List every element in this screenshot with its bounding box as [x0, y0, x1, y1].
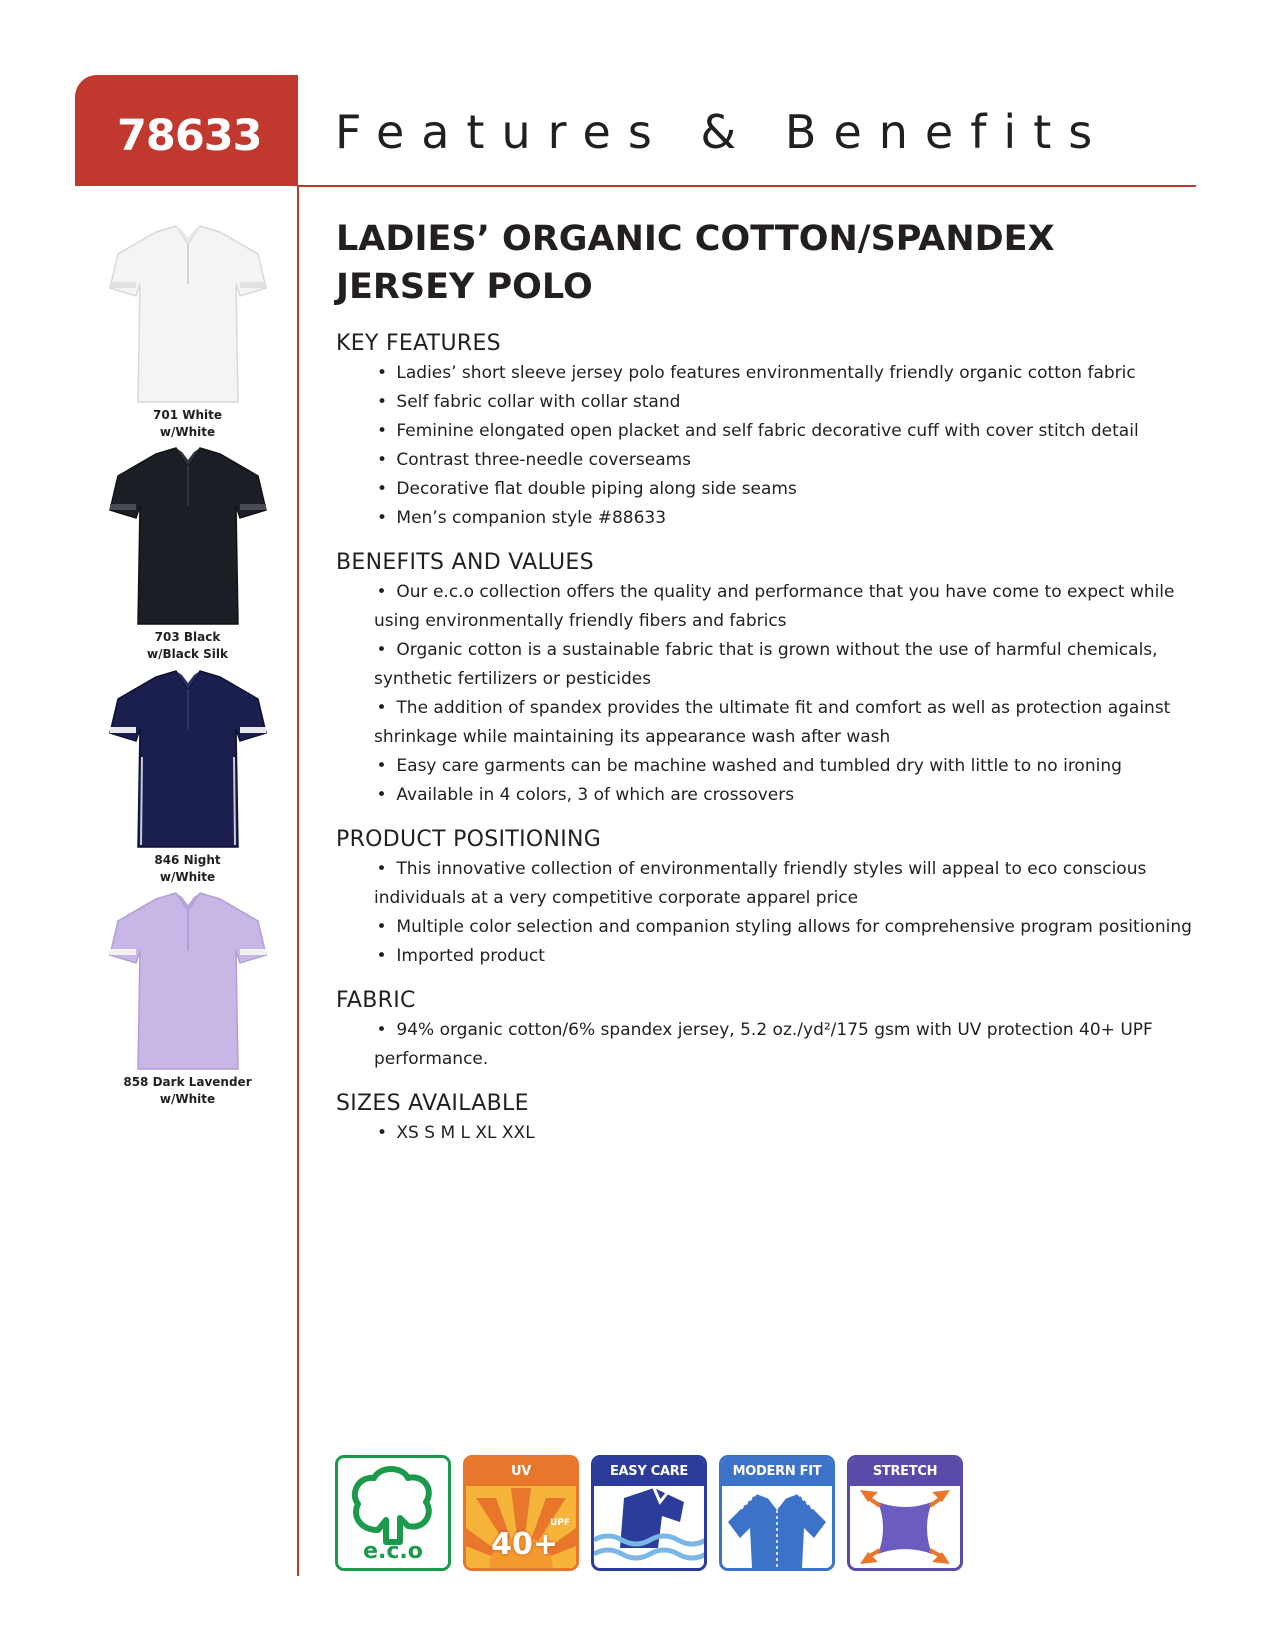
key-features-section [336, 329, 1196, 533]
list-item: • Feminine elongated open placket and self fabric decorative cuff with cover stitch detail [376, 421, 1139, 441]
sizes-section [336, 1089, 1196, 1148]
swatch-caption-line1: 701 White [153, 408, 222, 422]
fitted-shirt-icon [722, 1458, 832, 1568]
eco-label: e.c.o [363, 1539, 423, 1564]
eco-badge [335, 1455, 451, 1571]
list-item: • Multiple color selection and companion styling allows for comprehensive program positioning [376, 917, 1192, 937]
list-item: • Our e.c.o collection offers the quality and performance that you have come to expect while using environmentally friendly fibers and fabrics [374, 582, 1175, 631]
header-divider [298, 185, 1196, 187]
modern-fit-label: MODERN FIT [722, 1458, 832, 1486]
stretch-arrows-icon [850, 1458, 960, 1568]
swatch-caption-line2: w/Black Silk [147, 647, 228, 661]
list-item: • XS S M L XL XXL [376, 1123, 535, 1143]
swatch-caption-line2: w/White [159, 1092, 216, 1106]
uv-unit: UPF [549, 1518, 570, 1528]
product-title-line1: LADIES’ ORGANIC COTTON/SPANDEX [336, 219, 1055, 259]
easy-care-badge [591, 1455, 707, 1571]
positioning-section [336, 825, 1196, 971]
sidebar-divider [297, 186, 299, 1576]
swatch-caption-line2: w/White [159, 870, 216, 884]
swatch-lavender [95, 889, 280, 1108]
section-heading: KEY FEATURES [336, 331, 501, 356]
stretch-label: STRETCH [850, 1458, 960, 1486]
product-title-line2: JERSEY POLO [336, 267, 593, 307]
swatch-night [95, 667, 280, 886]
list-item: • 94% organic cotton/6% spandex jersey, 5.2 oz./yd²/175 gsm with UV protection 40+ UPF performance. [374, 1020, 1153, 1069]
page-title: Features & Benefits [335, 105, 1110, 159]
list-item: • Contrast three-needle coverseams [376, 450, 692, 470]
list-item: • Available in 4 colors, 3 of which are crossovers [376, 785, 795, 805]
uv-label: UV [466, 1458, 576, 1486]
section-heading: PRODUCT POSITIONING [336, 827, 602, 852]
uv-protection-badge [463, 1455, 579, 1571]
list-item: • Ladies’ short sleeve jersey polo features environmentally friendly organic cotton fabric [376, 363, 1136, 383]
easy-care-label: EASY CARE [594, 1458, 704, 1486]
swatch-caption-line1: 846 Night [154, 853, 221, 867]
product-title [336, 215, 1196, 311]
list-item: • Self fabric collar with collar stand [376, 392, 681, 412]
swatch-black [95, 444, 280, 663]
swatch-caption-line2: w/White [159, 425, 216, 439]
list-item: • Men’s companion style #88633 [376, 508, 667, 528]
swatch-caption-line1: 703 Black [154, 630, 221, 644]
benefits-section [336, 548, 1196, 810]
list-item: • This innovative collection of environmentally friendly styles will appeal to eco conscious individuals at a very competitive corporate apparel price [374, 859, 1147, 908]
swatch-white [95, 222, 280, 441]
polo-lavender-image [108, 889, 268, 1074]
modern-fit-badge [719, 1455, 835, 1571]
uv-value: 40+ [491, 1527, 558, 1562]
fabric-section [336, 986, 1196, 1074]
style-number: 78633 [117, 111, 262, 161]
section-heading: FABRIC [336, 988, 416, 1013]
polo-white-image [108, 222, 268, 407]
list-item: • Organic cotton is a sustainable fabric that is grown without the use of harmful chemicals, synthetic fertilizers or pesticides [374, 640, 1158, 689]
list-item: • Imported product [376, 946, 545, 966]
main-content [336, 215, 1196, 1163]
swatch-caption-line1: 858 Dark Lavender [123, 1075, 252, 1089]
list-item: • Easy care garments can be machine washed and tumbled dry with little to no ironing [376, 756, 1122, 776]
polo-black-image [108, 444, 268, 629]
section-heading: BENEFITS AND VALUES [336, 550, 594, 575]
stretch-badge [847, 1455, 963, 1571]
list-item: • The addition of spandex provides the ultimate fit and comfort as well as protection against shrinkage while maintaining its appearance wash after wash [374, 698, 1171, 747]
section-heading: SIZES AVAILABLE [336, 1091, 529, 1116]
polo-night-image [108, 667, 268, 852]
style-number-tab [75, 75, 298, 186]
shirt-wash-icon [594, 1458, 704, 1568]
list-item: • Decorative flat double piping along side seams [376, 479, 797, 499]
